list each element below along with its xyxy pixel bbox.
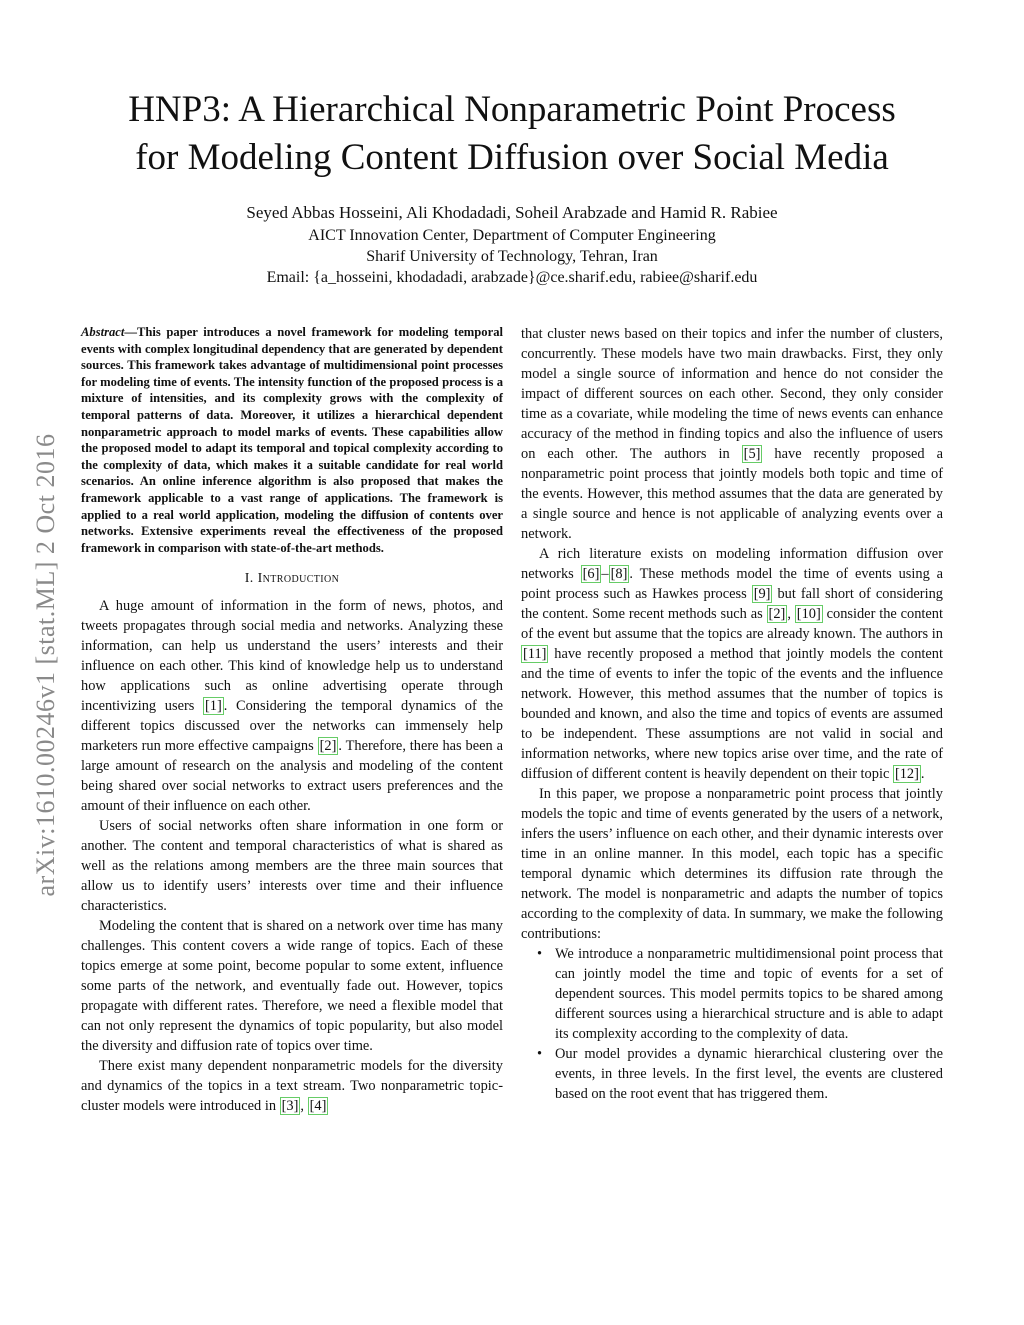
contributions-list — [521, 944, 943, 1104]
intro-paragraph-1: A huge amount of information in the form of news, photos, and tweets propagates through social media and networks. Analyzing these information, can help us understand the users’ interests and their influence on each other. This kind of knowledge help us to understand how applications such as online advertising operate through incentivizing users [1] . Considering the temporal dynamics of the different topics discussed over the networks can immensely help marketers run more effective campaigns [2] . Therefore, there has been a large amount of research on the analysis and modeling of the content being shared over social networks to extract users preferences and the amount of their influence on each other. — [81, 598, 503, 815]
arxiv-identifier — [28, 355, 64, 975]
section-number: I. — [244, 571, 254, 587]
paper-title — [60, 86, 964, 182]
citation-link[interactable]: [2] — [768, 606, 786, 622]
left-column — [81, 324, 503, 1116]
author-names: Seyed Abbas Hosseini, Ali Khodadadi, Soheil Arabzade and Hamid R. Rabiee — [246, 203, 778, 222]
intro-paragraph-4: There exist many dependent nonparametric models for the diversity and dynamics of the topics in a text stream. Two nonparametric topic-cluster models were introduced in [3] , [4] — [81, 1058, 503, 1115]
affiliation-line-1: AICT Innovation Center, Department of Computer Engineering — [308, 227, 716, 244]
citation-link[interactable]: [2] — [319, 738, 337, 755]
citation-link[interactable]: [6] — [582, 566, 600, 582]
list-item: • We introduce a nonparametric multidimensional point process that can jointly model the time and topic of events for a set of dependent sources. This model permits topics to be shared among different sources using a hierarchical structure and is able to adapt its complexity according to the complexity of data. — [555, 944, 943, 1044]
citation-link[interactable]: [11] — [523, 646, 547, 662]
citation-link[interactable]: [8] — [610, 566, 628, 582]
citation-link[interactable]: [10] — [796, 606, 821, 622]
citation-link[interactable]: [4] — [309, 1098, 327, 1115]
citation-link[interactable]: [12] — [894, 766, 919, 782]
right-column — [521, 324, 943, 1104]
intro-paragraph-2: Users of social networks often share information in one form or another. The content and temporal characteristics of what is shared as well as the relations among members are the three main sources that allow us to identify users’ interests over time and their influence characteristics. — [81, 818, 503, 915]
intro-paragraph-3: Modeling the content that is shared on a network over time has many challenges. This content covers a wide range of topics. Each of these topics emerge at some point, become popular to some extent, influence some parts of the network, and eventually fade out. However, topics propagate with different rates. Therefore, we need a flexible model that can not only represent the dynamics of topic popularity, but also model the diversity and diffusion rate of topics over time. — [81, 918, 503, 1055]
author-email: Email: {a_hosseini, khodadadi, arabzade}@ce.sharif.edu, rabiee@sharif.edu — [266, 269, 758, 286]
abstract-text: —This paper introduces a novel framework for modeling temporal events with complex longitudinal dependency that are generated by dependent sources. This framework takes advantage of multidimensional point processes for modeling time of events. The intensity function of the proposed process is a mixture of intensities, and its complexity grows with the complexity of temporal patterns of data. Moreover, it utilizes a hierarchical dependent nonparametric approach to model marks of events. These capabilities allow the proposed model to adapt its temporal and topical complexity according to the complexity of data, which makes it a suitable candidate for real world scenarios. An online inference algorithm is also proposed that makes the framework applicable to a vast range of applications. The framework is applied to a real world application, modeling the diffusion of contents over networks. Extensive experiments reveal the effectiveness of the proposed framework in comparison with state-of-the-art methods. — [81, 325, 503, 555]
citation-link[interactable]: [9] — [753, 586, 771, 602]
intro-paragraph-6: A rich literature exists on modeling information diffusion over networks [6] – [8] . These methods model the time of events using a point process such as Hawkes process [9] but fall short of considering the content. Some recent methods such as [2] , [10] consider the content of the event but assume that the topics are already known. The authors in [11] have recently proposed a method that jointly models the content and the time of events to infer the topic of the events and the influence network. However, this method assumes that the number of topics is bounded and known, and also the time and topics of events are assumed to be independent. These assumptions are not valid in social and information networks, where new topics arise over time, and the rate of diffusion of different content is heavily dependent on their topic [12] . — [521, 546, 944, 782]
intro-paragraph-5: that cluster news based on their topics and infer the number of clusters, concurrently. These models have two main drawbacks. First, they only model a single source of information and hence do not consider the impact of different sources on each other. Second, they only consider time as a covariate, while modeling the time of news events can enhance accuracy of the method in finding topics and also the influence of users on each other. The authors in [5] have recently proposed a nonparametric point process that jointly models both topic and time of the events. However, this method assumes that the data are generated by a single source and hence is not applicable of analyzing events over a network. — [521, 326, 943, 542]
abstract — [81, 324, 503, 556]
title-line-2: for Modeling Content Diffusion over Social Media — [135, 137, 889, 178]
citation-link[interactable]: [5] — [743, 446, 761, 462]
section-title: Introduction — [257, 571, 340, 587]
arxiv-identifier-text: arXiv:1610.00246v1 [stat.ML] 2 Oct 2016 — [31, 433, 60, 897]
intro-paragraph-7: In this paper, we propose a nonparametric point process that jointly models the topic and time of events generated by the users of a network, infers the users’ influence on each other, and their dynamic interests over time in an online manner. In this model, each topic has a specific temporal dynamic which determines its diffusion rate through the network. The model is nonparametric and adapts the number of topics according to the complexity of data. In summary, we make the following contributions: — [521, 786, 943, 942]
citation-link[interactable]: [1] — [204, 698, 222, 715]
title-line-1: HNP3: A Hierarchical Nonparametric Point Process — [128, 89, 896, 130]
list-item: • Our model provides a dynamic hierarchical clustering over the events, in three levels. In the first level, the events are clustered based on the root event that has triggered them. — [555, 1044, 943, 1104]
author-block — [60, 202, 964, 288]
abstract-label: Abstract — [81, 325, 125, 339]
citation-link[interactable]: [3] — [281, 1098, 299, 1115]
section-heading-introduction — [81, 569, 503, 589]
affiliation-line-2: Sharif University of Technology, Tehran, Iran — [366, 248, 658, 265]
